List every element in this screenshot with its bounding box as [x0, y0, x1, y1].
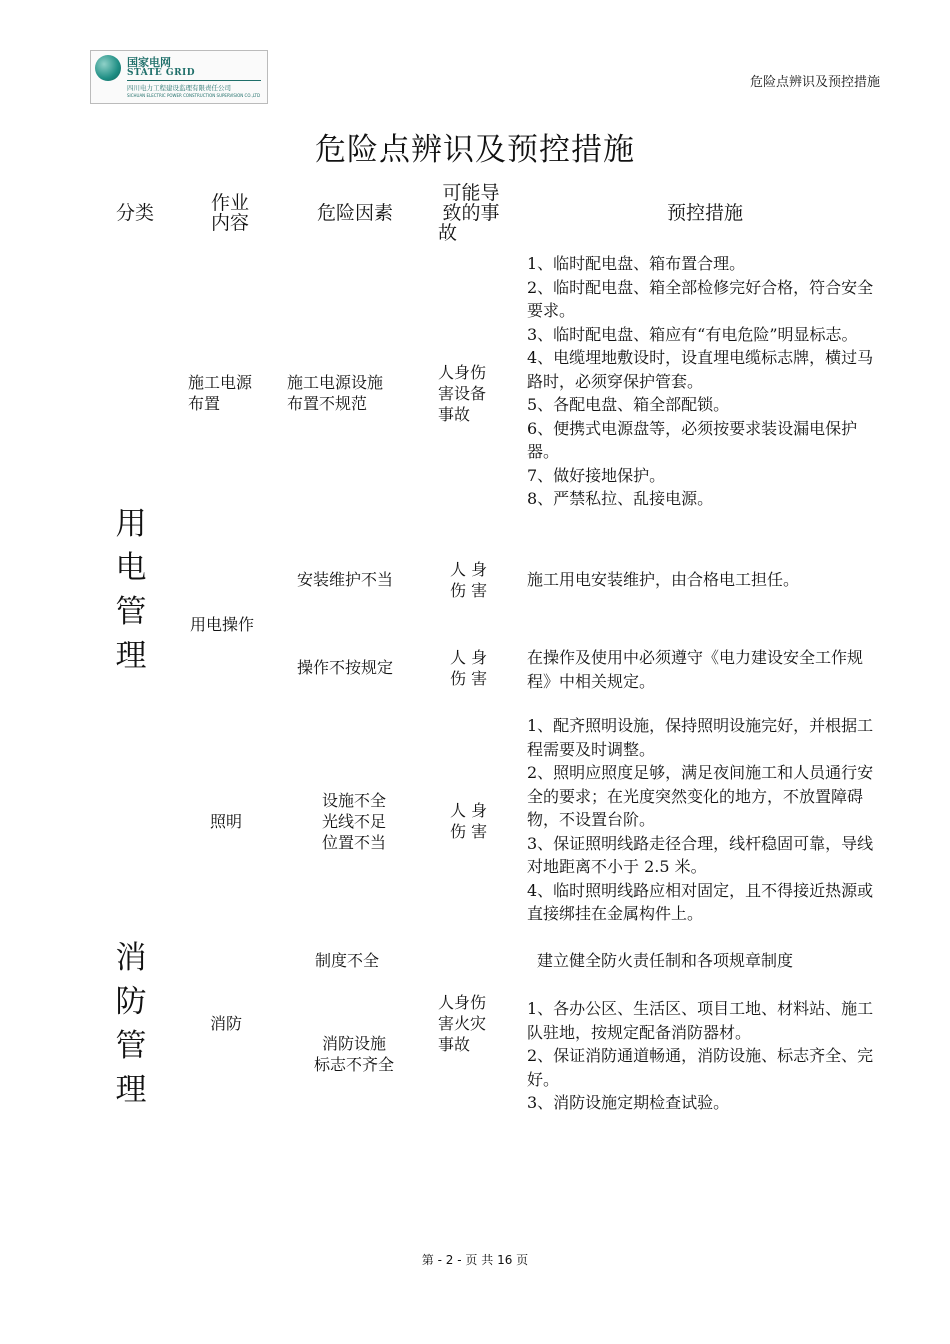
risk-line: 光线不足 — [321, 812, 386, 831]
accident-line: 伤 害 — [450, 581, 488, 600]
accident-line: 害设备 — [438, 384, 487, 403]
category-char: 理 — [115, 638, 147, 674]
header-work-line1: 作业 — [210, 192, 249, 214]
measure-item: 1、各办公区、生活区、项目工地、材料站、施工队驻地，按规定配备消防器材。 — [527, 999, 874, 1042]
measure-item: 1、配齐照明设施，保持照明设施完好，并根据工程需要及时调整。 — [527, 716, 874, 759]
category-char: 消 — [115, 940, 147, 976]
accident-line: 害火灾 — [438, 1014, 487, 1033]
footer-page-number: - 2 - — [437, 1253, 462, 1267]
risk-install: 安装维护不当 — [297, 570, 394, 589]
accident-line: 人身伤 — [438, 993, 487, 1012]
measure-item: 1、临时配电盘、箱布置合理。 — [527, 254, 746, 273]
measures-fire-facility — [527, 997, 885, 1115]
accident-power-setup — [438, 362, 508, 425]
work-lighting: 照明 — [210, 812, 243, 831]
risk-line: 布置不规范 — [287, 394, 368, 413]
measures-power-setup — [527, 252, 885, 511]
measure-item: 3、消防设施定期检查试验。 — [527, 1093, 730, 1112]
page-title: 危险点辨识及预控措施 — [315, 132, 635, 168]
accident-line: 人 身 — [450, 560, 488, 579]
accident-install — [450, 559, 510, 601]
accident-line: 人 身 — [450, 801, 488, 820]
work-power-setup — [188, 372, 278, 414]
work-fire: 消防 — [210, 1014, 243, 1033]
accident-line: 事故 — [438, 405, 471, 424]
accident-fire — [438, 992, 508, 1055]
globe-icon — [95, 55, 121, 81]
header-accident-line2: 致的事 — [442, 202, 500, 224]
measure-item: 7、做好接地保护。 — [527, 465, 666, 485]
work-electric-ops: 用电操作 — [190, 615, 255, 634]
measure-install: 施工用电安装维护，由合格电工担任。 — [527, 570, 800, 589]
logo-company-text: 四川电力工程建设监理有限责任公司 — [127, 84, 231, 92]
header-accident-line3: 故 — [438, 222, 458, 244]
measure-item: 4、电缆埋地敷设时，设直埋电缆标志牌，横过马路时，必须穿保护管套。 — [527, 348, 874, 391]
work-line: 布置 — [188, 394, 221, 413]
category-char: 防 — [115, 984, 147, 1020]
footer-prefix: 第 — [421, 1253, 434, 1267]
risk-operate: 操作不按规定 — [297, 658, 394, 677]
measure-item: 3、临时配电盘、箱应有“有电危险”明显标志。 — [527, 324, 858, 344]
company-logo — [90, 50, 268, 104]
logo-cn-text: 国家电网 — [127, 56, 171, 69]
measure-item: 4、临时照明线路应相对固定，且不得接近热源或直接绑挂在金属构件上。 — [527, 880, 874, 923]
accident-line: 伤 害 — [450, 822, 488, 841]
measure-item: 5、各配电盘、箱全部配锁。 — [527, 395, 730, 414]
logo-divider — [127, 80, 261, 81]
category-char: 管 — [115, 594, 147, 630]
measure-item: 8、严禁私拉、乱接电源。 — [527, 489, 714, 508]
accident-line: 事故 — [438, 1035, 471, 1054]
risk-lighting — [295, 790, 413, 853]
accident-line: 人 身 — [450, 648, 488, 667]
logo-company-en-text: SICHUAN ELECTRIC POWER CONSTRUCTION SUPERVISION CO.,LTD — [127, 93, 261, 98]
measure-fire-system: 建立健全防火责任制和各项规章制度 — [537, 951, 794, 970]
accident-line: 人身伤 — [438, 363, 487, 382]
work-line: 施工电源 — [188, 373, 253, 392]
logo-en-text: STATE GRID — [127, 68, 196, 78]
measure-operate: 在操作及使用中必须遵守《电力建设安全工作规程》中相关规定。 — [527, 648, 864, 691]
measure-item: 2、临时配电盘、箱全部检修完好合格，符合安全要求。 — [527, 277, 874, 320]
accident-operate — [450, 647, 510, 689]
header-risk: 危险因素 — [316, 202, 393, 224]
risk-line: 位置不当 — [321, 833, 386, 852]
risk-fire-facility — [295, 1033, 413, 1075]
category-char: 理 — [115, 1072, 147, 1108]
measure-item: 2、保证消防通道畅通，消防设施、标志齐全、完好。 — [527, 1046, 874, 1089]
category-electric — [111, 502, 151, 678]
footer-suffix: 页 — [516, 1253, 529, 1267]
header-accident — [436, 183, 506, 243]
accident-line: 伤 害 — [450, 669, 488, 688]
header-category: 分类 — [115, 202, 154, 224]
header-work-line2: 内容 — [210, 212, 249, 234]
category-char: 电 — [115, 550, 147, 586]
footer-total-pages: 16 — [497, 1253, 513, 1267]
category-fire — [111, 936, 151, 1112]
risk-line: 施工电源设施 — [287, 373, 384, 392]
category-char: 管 — [115, 1028, 147, 1064]
header-work — [200, 193, 260, 233]
accident-lighting — [450, 800, 510, 842]
category-char: 用 — [115, 506, 147, 542]
page-footer — [0, 1251, 950, 1268]
risk-line: 设施不全 — [321, 791, 386, 810]
measure-item: 2、照明应照度足够，满足夜间施工和人员通行安全的要求；在光度突然变化的地方，不放置障碍物，不设置台阶。 — [527, 763, 874, 829]
risk-fire-system: 制度不全 — [315, 951, 380, 970]
header-measure: 预控措施 — [666, 202, 743, 224]
measure-item: 3、保证照明线路走径合理，线杆稳固可靠，导线对地距离不小于 2.5 米。 — [527, 833, 874, 876]
footer-mid: 页 共 — [465, 1253, 494, 1267]
header-accident-line1: 可能导 — [442, 182, 500, 204]
measure-item: 6、便携式电源盘等，必须按要求装设漏电保护器。 — [527, 418, 858, 461]
risk-line: 消防设施 — [321, 1034, 386, 1053]
risk-power-setup — [287, 372, 407, 414]
measures-lighting — [527, 714, 885, 926]
header-title: 危险点辨识及预控措施 — [749, 75, 880, 90]
risk-line: 标志不齐全 — [313, 1055, 394, 1074]
